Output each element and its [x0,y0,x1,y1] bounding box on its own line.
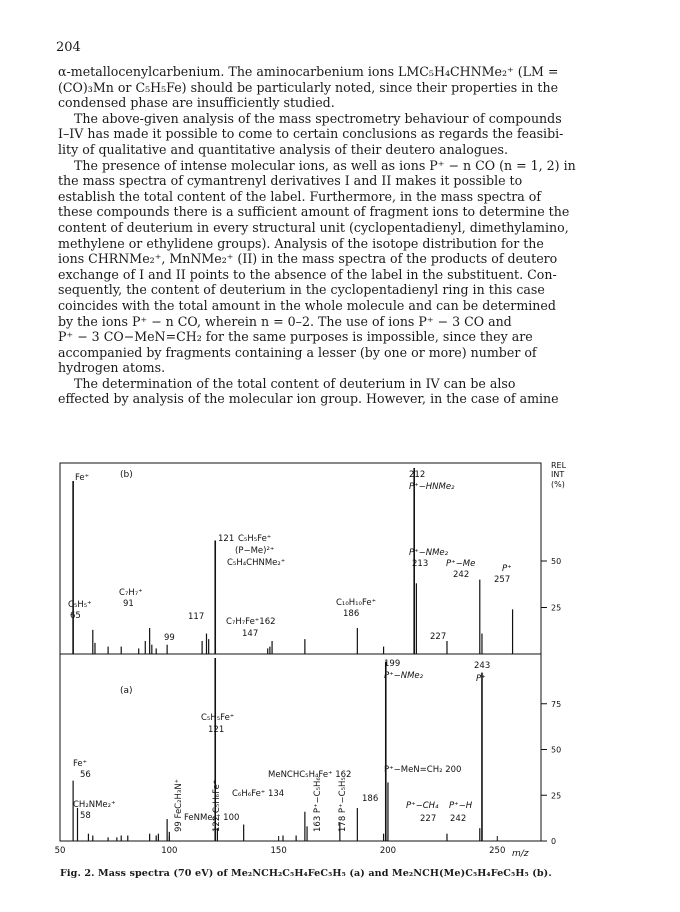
ann-a-122: 122 C₅H₆Fe⁺ [212,779,222,832]
panel-b-annotations [68,470,512,643]
text-line: establish the total content of the label. Furthermore, in the mass spectra of [58,188,541,204]
ann-a-178: 178 P⁺−C₅H₅ [338,777,348,832]
text-line: methylene or ethylidene groups). Analysis of the isotope distribution for the [58,235,544,251]
text-line: the mass spectra of cymantrenyl derivatives I and II makes it possible to [58,173,523,189]
text-line: hydrogen atoms. [58,360,166,376]
x-axis-title: m/z [512,849,529,859]
text-line: The above-given analysis of the mass spectrometry behaviour of compounds [74,110,562,126]
ann-b-65: 65 [70,611,81,621]
page-number: 204 [56,40,81,55]
mass-spectra-figure [0,430,680,870]
ann-b-212: 212 [409,470,426,480]
ann-b-257: 257 [494,575,511,585]
figure-frame [60,463,541,841]
text-line: (CO)₃Mn or C₅H₅Fe) should be particularly noted, since their properties in the [58,79,559,95]
text-line: by the ions P⁺ − n CO, wherein n = 0–2. The use of ions P⁺ − 3 CO and [58,313,512,329]
text-line: lity of qualitative and quantitative analysis of their deutero analogues. [58,141,508,157]
rel-int-label-1: REL [551,461,567,470]
body-text [58,64,618,407]
ann-b-121-line3: C₅H₄CHNMe₂⁺ [227,558,286,568]
ann-b-121-line1: C₅H₅Fe⁺ [238,534,272,544]
text-line: exchange of I and II points to the absence of the label in the substituent. Con- [58,266,557,282]
text-line: I–IV has made it possible to come to certain conclusions as regards the feasibi- [58,126,564,142]
ann-a-fenme2: FeNMe₂⁺ 100 [184,813,240,823]
ann-a-163: 163 P⁺−C₅H₆ [313,777,323,832]
ann-a-c5h5fe: C₅H₅Fe⁺ [201,713,235,723]
ann-a-99-fec2h3n: 99 FeC₂H₃N⁺ [174,778,184,832]
ann-b-227: 227 [430,632,447,642]
ann-a-227: 227 [420,814,437,824]
text-line: condensed phase are insufficiently studied. [58,95,335,111]
ann-a-ch2nme2: CH₂NMe₂⁺ [73,800,116,810]
ann-a-186: 186 [362,794,379,804]
y-tick-label: 25 [551,603,562,613]
ann-b-186: 186 [343,609,360,619]
x-tick-label: 50 [54,846,66,856]
panel-a-frame [60,654,541,841]
rel-int-label-3: (%) [551,480,565,489]
ann-a-121: 121 [208,725,225,735]
ann-b-121-line2: (P−Me)²⁺ [235,546,275,556]
ann-b-121: 121 [218,534,235,544]
text-line: effected by analysis of the molecular ion group. However, in the case of amine [58,391,559,407]
text-line: The determination of the total content of deuterium in IV can be also [74,375,516,391]
ann-a-mencf: MeNCHC₅H₄Fe⁺ 162 [268,770,352,780]
ann-b-212-ion: P⁺−HNMe₂ [409,482,455,492]
text-line: ions CHRNMe₂⁺, MnNMe₂⁺ (II) in the mass spectra of the products of deutero [58,251,558,267]
x-tick-label: 100 [161,846,178,856]
rel-int-label-2: INT [551,470,565,479]
x-tick-label: 150 [270,846,287,856]
ann-a-p: P⁺ [476,674,486,684]
x-tick-label: 250 [489,846,506,856]
ann-b-p: P⁺ [502,564,512,574]
ann-b-c7h7fe: C₇H₇Fe⁺162 [226,617,276,627]
ann-b-c7h7: C₇H₇⁺ [119,588,143,598]
ann-b-p-nme2: P⁺−NMe₂ [409,548,449,558]
text-line: α-metallocenylcarbenium. The aminocarbenium ions LMC₅H₄CHNMe₂⁺ (LM = [58,64,559,79]
ann-a-56: 56 [80,770,91,780]
figure-caption: Fig. 2. Mass spectra (70 eV) of Me₂NCH₂C₅H₄FeC₅H₅ (a) and Me₂NCH(Me)C₅H₄FeC₅H₅ (b). [60,868,552,879]
panel-a-label: (a) [120,686,133,696]
panel-a-annotations [73,659,490,832]
ann-b-147: 147 [242,629,259,639]
text-line: accompanied by fragments containing a lesser (by one or more) number of [58,344,537,360]
ann-b-c5h5: C₅H₅⁺ [68,600,92,610]
y-tick-label: 25 [551,791,562,801]
ann-a-c6h6fe: C₆H₆Fe⁺ 134 [232,789,285,799]
text-line: content of deuterium in every structural unit (cyclopentadienyl, dimethylamino, [58,219,569,235]
ann-a-199-ion: P⁺−NMe₂ [384,671,424,681]
text-line: coincides with the total amount in the whole molecule and can be determined [58,297,556,313]
ann-a-199: 199 [384,659,401,669]
y-tick-label: 0 [551,837,557,846]
ann-a-58: 58 [80,811,91,821]
ann-a-mencH2: P⁺−MeN=CH₂ 200 [384,765,462,775]
text-line: these compounds there is a sufficient amount of fragment ions to determine the [58,204,570,220]
ann-a-243: 243 [474,661,491,671]
ann-a-242: 242 [450,814,467,824]
ann-b-99: 99 [164,633,175,643]
ann-b-213: 213 [412,559,429,569]
text-line: The presence of intense molecular ions, as well as ions P⁺ − n CO (n = 1, 2) in [74,157,576,173]
y-tick-label: 75 [551,699,562,709]
text-line: sequently, the content of deuterium in the cyclopentadienyl ring in this case [58,282,545,298]
ann-a-p-ch4: P⁺−CH₄ [406,801,439,811]
y-tick-label: 50 [551,557,562,566]
ann-b-p-me: P⁺−Me [446,559,476,569]
x-tick-label: 200 [379,846,397,856]
ann-b-242: 242 [453,570,470,580]
ann-b-117: 117 [188,612,205,622]
panel-b-label: (b) [120,470,133,480]
ann-b-91: 91 [123,599,134,609]
text-line: P⁺ − 3 CO−MeN=CH₂ for the same purposes is impossible, since they are [58,329,533,345]
ann-a-p-h: P⁺−H [449,801,473,811]
ann-b-fe: Fe⁺ [75,473,90,483]
ann-b-c10h10fe: C₁₀H₁₀Fe⁺ [336,598,377,608]
ann-a-fe: Fe⁺ [73,759,88,769]
y-tick-label: 50 [551,745,562,755]
